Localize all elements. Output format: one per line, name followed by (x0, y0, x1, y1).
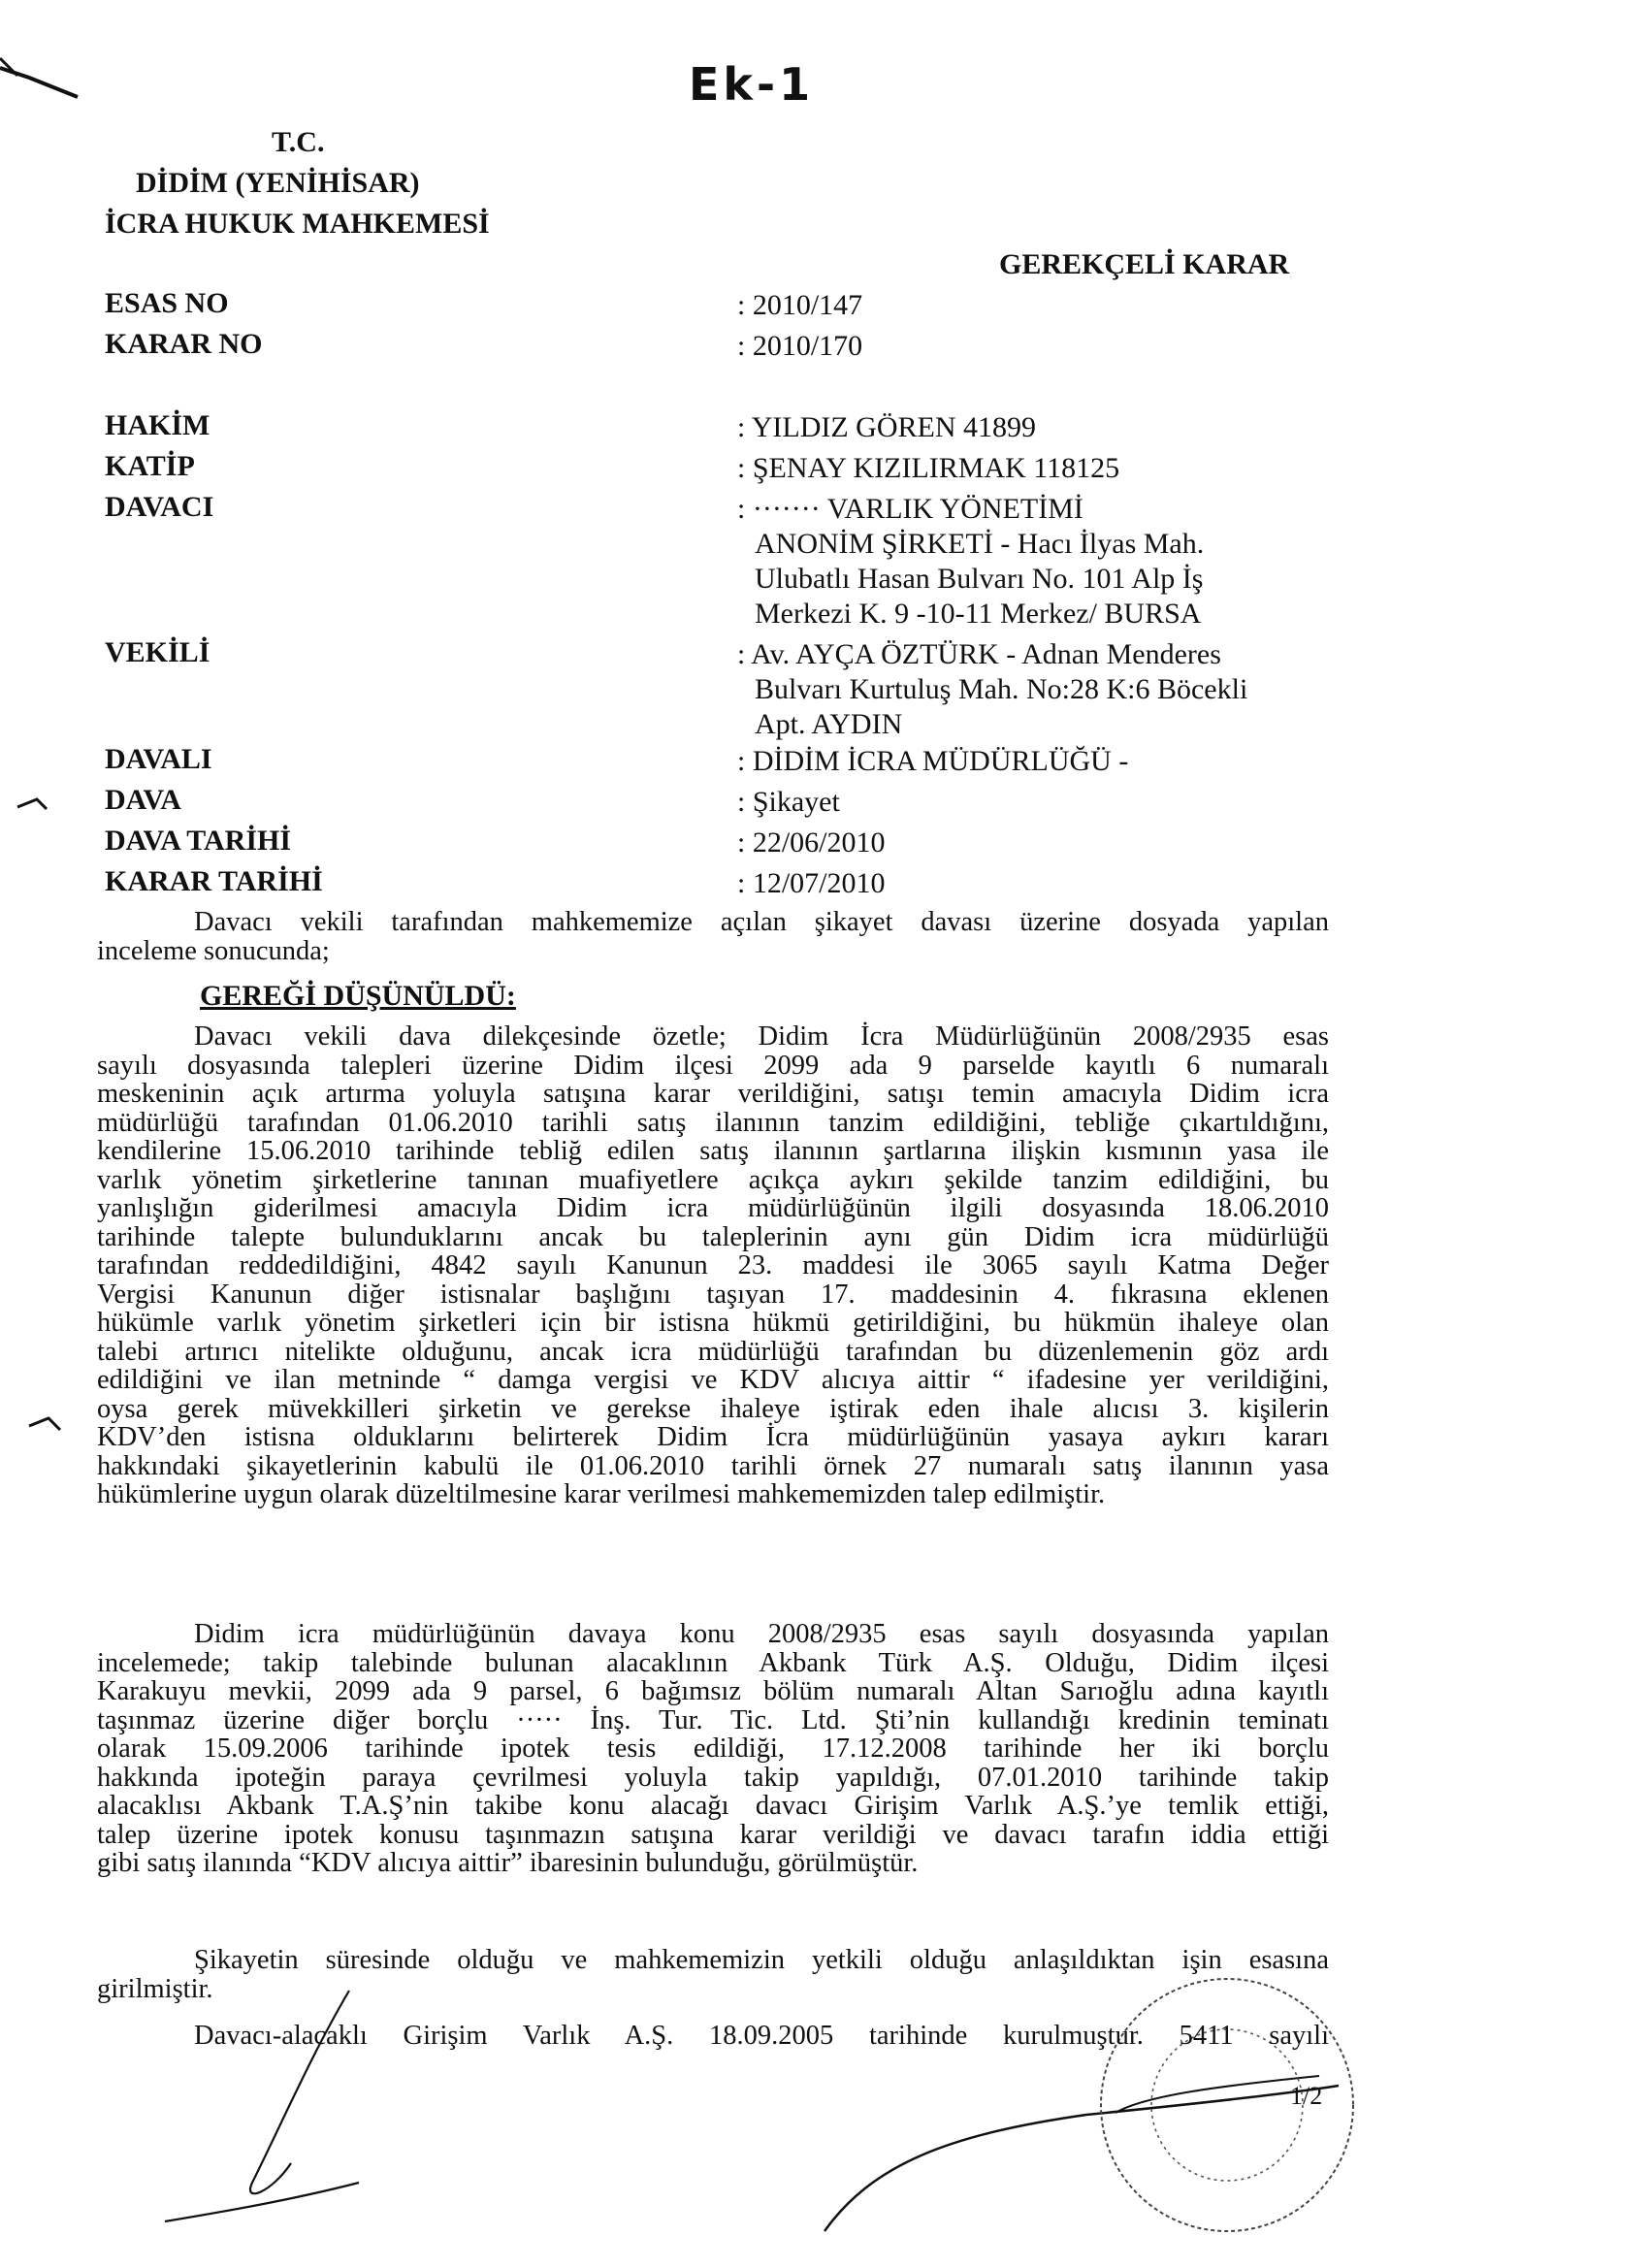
paragraph-line: Vergisi Kanunun diğer istisnalar başlığını taşıyan 17. maddesinin 4. fıkrasına eklenen (97, 1279, 1329, 1310)
value-davaci-line2: ANONİM ŞİRKETİ - Hacı İlyas Mah. (755, 528, 1205, 560)
paragraph-line: müdürlüğü tarafından 01.06.2010 tarihli satış ilanının tanzim edildiğini, tebliğe çıkartıldığını, (97, 1107, 1329, 1138)
paragraph-line: talep üzerine ipotek konusu taşınmazın satışına karar verildiği ve davacı tarafın iddia ettiği (97, 1819, 1329, 1850)
intro-line: Davacı vekili tarafından mahkememize açılan şikayet davası üzerine dosyada yapılan (194, 907, 1329, 937)
paragraph-line: Davacı-alacaklı Girişim Varlık A.Ş. 18.09.2005 tarihinde kurulmuştur. 5411 sayılı (194, 2021, 1329, 2051)
value-davali: : DİDİM İCRA MÜDÜRLÜĞÜ - (737, 745, 1129, 777)
margin-mark-1 (17, 799, 47, 809)
paragraph-line: hakkında ipoteğin paraya çevrilmesi yoluyla takip yapıldığı, 07.01.2010 tarihinde takip (97, 1762, 1329, 1793)
intro-paragraph (97, 908, 1329, 965)
paragraph-line: tarafından reddedildiğini, 4842 sayılı Kanunun 23. maddesi ile 3065 sayılı Katma Değer (97, 1250, 1329, 1280)
value-katip: : ŞENAY KIZILIRMAK 118125 (737, 452, 1120, 484)
margin-mark-2 (29, 1418, 60, 1430)
value-dava-tarihi: : 22/06/2010 (737, 826, 886, 859)
value-davaci-line3: Ulubatlı Hasan Bulvarı No. 101 Alp İş (755, 563, 1204, 595)
value-davaci-line1: : ······· VARLIK YÖNETİMİ (737, 493, 1083, 525)
paragraph-line: taşınmaz üzerine diğer borçlu ····· İnş. Tur. Tic. Ltd. Şti’nin kullandığı kredinin teminatı (97, 1704, 1329, 1735)
label-karar-tarihi: KARAR TARİHİ (105, 865, 323, 897)
paragraph-line: varlık yönetim şirketlerine tanınan muafiyetlere açıkça aykırı şekilde tanzim edildiğini, bu (97, 1164, 1329, 1195)
paragraph-line: edildiğini ve ilan metninde “ damga vergisi ve KDV alıcıya aittir “ ifadesine yer verildiğini, (97, 1365, 1329, 1395)
corner-arrow-mark (0, 68, 78, 97)
value-karar-tarihi: : 12/07/2010 (737, 867, 886, 899)
paragraph-line: olarak 15.09.2006 tarihinde ipotek tesis edildiği, 17.12.2008 tarihinde her iki borçlu (97, 1733, 1329, 1764)
paragraph-line: Şikayetin süresinde olduğu ve mahkememizin yetkili olduğu anlaşıldıktan işin esasına (194, 1945, 1329, 1975)
value-vekili-line2: Bulvarı Kurtuluş Mah. No:28 K:6 Böcekli (755, 673, 1248, 705)
value-hakim: : YILDIZ GÖREN 41899 (737, 411, 1037, 443)
label-davaci: DAVACI (105, 491, 214, 523)
paragraph-line: girilmiştir. (97, 1973, 213, 2004)
paragraph-3 (97, 1946, 1329, 2003)
paragraph-1 (97, 1022, 1329, 1509)
value-vekili-line3: Apt. AYDIN (755, 708, 903, 740)
paragraph-line: oysa gerek müvekkilleri şirketin ve gerekse ihaleye iştirak eden ihale alıcısı 3. kişilerin (97, 1393, 1329, 1424)
value-dava: : Şikayet (737, 786, 840, 818)
court-tc: T.C. (272, 126, 325, 158)
paragraph-4 (97, 2022, 1329, 2051)
paragraph-line: incelemede; takip talebinde bulunan alacaklının Akbank Türk A.Ş. Olduğu, Didim ilçesi (97, 1647, 1329, 1678)
clerk-signature (824, 2086, 1339, 2231)
label-dava: DAVA (105, 784, 181, 816)
paragraph-line: Karakuyu mevkii, 2099 ada 9 parsel, 6 bağımsız bölüm numaralı Altan Sarıoğlu adına kayıtlı (97, 1676, 1329, 1706)
court-name: İCRA HUKUK MAHKEMESİ (105, 208, 490, 240)
paragraph-line: Davacı vekili dava dilekçesinde özetle; Didim İcra Müdürlüğünün 2008/2935 esas (194, 1021, 1329, 1052)
handwritten-annex-mark: Ek-1 (689, 58, 815, 111)
paragraph-line: hakkındaki şikayetlerinin kabulü ile 01.06.2010 tarihli örnek 27 numaralı satış ilanının yasa (97, 1450, 1329, 1481)
paragraph-line: Didim icra müdürlüğünün davaya konu 2008/2935 esas sayılı dosyasında yapılan (194, 1619, 1329, 1649)
clerk-signature-stroke (1116, 2076, 1319, 2113)
court-place: DİDİM (YENİHİSAR) (136, 167, 420, 199)
paragraph-line: yanlışlığın giderilmesi amacıyla Didim icra müdürlüğünün ilgili dosyasında 18.06.2010 (97, 1193, 1329, 1223)
label-katip: KATİP (105, 450, 195, 482)
label-hakim: HAKİM (105, 409, 210, 441)
intro-line: inceleme sonucunda; (97, 935, 330, 966)
paragraph-line: hükümlerine uygun olarak düzeltilmesine karar verilmesi mahkememizden talep edilmiştir. (97, 1479, 1106, 1509)
label-karar-no: KARAR NO (105, 328, 263, 360)
label-dava-tarihi: DAVA TARİHİ (105, 825, 292, 857)
paragraph-line: talebi artırıcı nitelikte olduğunu, ancak icra müdürlüğü tarafından bu düzenlemenin göz ardı (97, 1336, 1329, 1367)
paragraph-line: hükümle varlık yönetim şirketleri için bir istisna hükmü getirildiğini, bu hükmün ihaleye olan (97, 1308, 1329, 1338)
value-karar-no: : 2010/170 (737, 330, 863, 362)
paragraph-line: tarihinde talepte bulunduklarını ancak bu taleplerinin aynı gün Didim icra müdürlüğü (97, 1221, 1329, 1252)
label-vekili: VEKİLİ (105, 636, 210, 668)
paragraph-line: KDV’den istisna olduklarını belirterek Didim İcra müdürlüğünün yasaya aykırı kararı (97, 1422, 1329, 1452)
section-heading: GEREĞİ DÜŞÜNÜLDÜ: (200, 980, 516, 1012)
value-esas-no: : 2010/147 (737, 289, 863, 321)
label-davali: DAVALI (105, 743, 212, 775)
value-davaci-line4: Merkezi K. 9 -10-11 Merkez/ BURSA (755, 598, 1202, 630)
value-vekili-line1: : Av. AYÇA ÖZTÜRK - Adnan Menderes (737, 638, 1221, 670)
paragraph-2 (97, 1620, 1329, 1878)
paragraph-line: alacaklısı Akbank T.A.Ş’nin takibe konu alacağı davacı Girişim Varlık A.Ş.’ye temlik ettiği, (97, 1791, 1329, 1821)
page-number: 1/2 (1290, 2082, 1323, 2110)
paragraph-line: gibi satış ilanında “KDV alıcıya aittir” ibaresinin bulunduğu, görülmüştür. (97, 1848, 919, 1878)
paragraph-line: sayılı dosyasında talepleri üzerine Didim ilçesi 2099 ada 9 parselde kayıtlı 6 numaralı (97, 1050, 1329, 1081)
paragraph-line: meskeninin açık artırma yoluyla satışına karar verildiğini, satışı temin amacıyla Didim icra (97, 1079, 1329, 1109)
decision-type-title: GEREKÇELİ KARAR (999, 248, 1290, 280)
label-esas-no: ESAS NO (105, 287, 229, 319)
paragraph-line: kendilerine 15.06.2010 tarihinde tebliğ edilen satış ilanının şartlarına ilişkin kısmının yasa ile (97, 1136, 1329, 1166)
